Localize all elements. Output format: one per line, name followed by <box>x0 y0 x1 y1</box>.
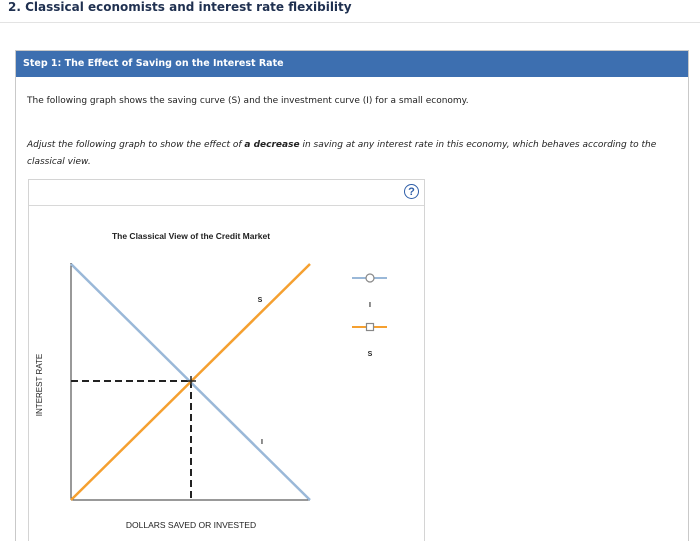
circle-marker-icon <box>366 274 374 282</box>
intro-text: The following graph shows the saving curve (S) and the investment curve (I) for a small economy. <box>27 96 469 106</box>
square-marker-icon <box>367 324 374 331</box>
tool-investment-label: I <box>369 302 371 309</box>
step-header: Step 1: The Effect of Saving on the Interest Rate <box>16 51 688 77</box>
tool-investment[interactable] <box>352 274 387 309</box>
saving-curve-label: S <box>257 297 263 304</box>
instruction-emphasis: a decrease <box>244 140 300 150</box>
tool-saving-label: S <box>367 351 373 358</box>
tool-saving[interactable] <box>352 324 387 359</box>
investment-curve-label: I <box>261 439 263 446</box>
question-title: 2. Classical economists and interest rate flexibility <box>8 0 352 14</box>
instruction-post: in saving at any interest rate in this economy, which behaves according to the classical view. <box>27 140 657 167</box>
instruction-pre: Adjust the following graph to show the effect of <box>27 140 245 150</box>
graph-title: The Classical View of the Credit Market <box>111 231 271 241</box>
help-icon[interactable]: ? <box>404 184 419 199</box>
x-axis-label: DOLLARS SAVED OR INVESTED <box>125 520 257 530</box>
y-axis-label: INTEREST RATE <box>35 353 44 417</box>
